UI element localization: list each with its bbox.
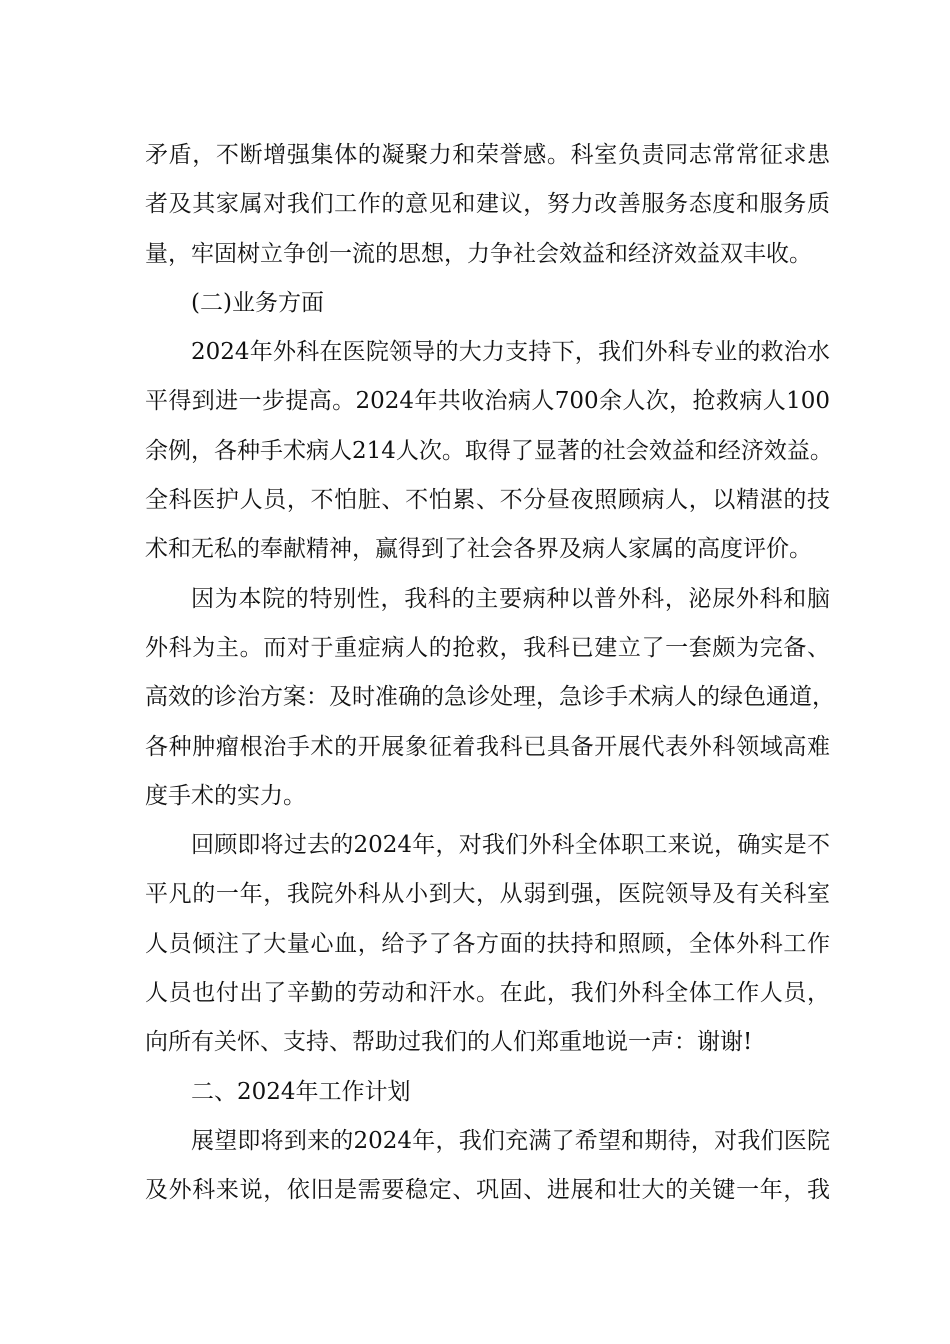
text-line: 2024年外科在医院领导的大力支持下，我们外科专业的救治水 <box>191 339 830 366</box>
text-line: 展望即将到来的2024年，我们充满了希望和期待，对我们医院 <box>191 1127 830 1154</box>
text-line: 术和无私的奉献精神，赢得到了社会各界及病人家属的高度评价。 <box>145 536 812 563</box>
text-line: 量，牢固树立争创一流的思想，力争社会效益和经济效益双丰收。 <box>145 240 812 267</box>
text-line: 矛盾，不断增强集体的凝聚力和荣誉感。科室负责同志常常征求患 <box>145 142 830 168</box>
text-line: 平凡的一年，我院外科从小到大，从弱到强，医院领导及有关科室 <box>145 881 830 908</box>
text-line: 平得到进一步提高。2024年共收治病人700余人次，抢救病人100 <box>145 388 830 415</box>
text-line: 度手术的实力。 <box>145 782 306 809</box>
document-body <box>145 131 835 1216</box>
text-line: 人员也付出了辛勤的劳动和汗水。在此，我们外科全体工作人员， <box>145 980 830 1007</box>
text-line: 外科为主。而对于重症病人的抢救，我科已建立了一套颇为完备、 <box>145 634 830 661</box>
section-heading: (二)业务方面 <box>191 289 324 316</box>
text-line: 因为本院的特别性，我科的主要病种以普外科，泌尿外科和脑 <box>191 585 830 612</box>
text-line: 高效的诊治方案：及时准确的急诊处理，急诊手术病人的绿色通道， <box>145 684 835 711</box>
text-line: 向所有关怀、支持、帮助过我们的人们郑重地说一声：谢谢! <box>145 1029 753 1056</box>
text-line: 各种肿瘤根治手术的开展象征着我科已具备开展代表外科领域高难 <box>145 733 830 760</box>
text-line: 回顾即将过去的2024年，对我们外科全体职工来说，确实是不 <box>191 832 830 859</box>
text-line: 全科医护人员，不怕脏、不怕累、不分昼夜照顾病人，以精湛的技 <box>145 487 830 514</box>
text-line: 人员倾注了大量心血，给予了各方面的扶持和照顾，全体外科工作 <box>145 930 830 957</box>
text-line: 者及其家属对我们工作的意见和建议，努力改善服务态度和服务质 <box>145 191 830 218</box>
text-line: 余例，各种手术病人214人次。取得了显著的社会效益和经济效益。 <box>145 437 833 464</box>
text-line: 及外科来说，依旧是需要稳定、巩固、进展和壮大的关键一年，我 <box>145 1177 830 1204</box>
section-heading: 二、2024年工作计划 <box>191 1078 411 1105</box>
